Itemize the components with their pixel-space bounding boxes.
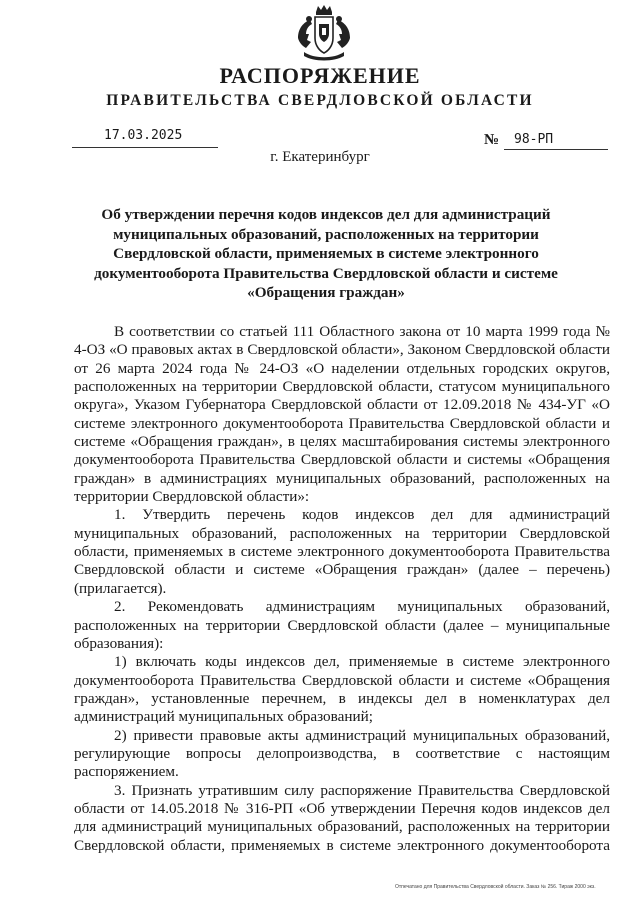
document-number: 98-РП (514, 132, 554, 147)
number-sign: № (484, 132, 500, 148)
item-2-2-paragraph: 2) привести правовые акты администраций муниципальных образований, регулирующие вопросы делопроизводства, в соответствие с настоящим распоряжением. (74, 726, 610, 781)
print-note: Отпечатано для Правительства Свердловской области. Заказ № 256. Тираж 2000 экз. (395, 884, 596, 890)
issuer-name: ПРАВИТЕЛЬСТВА СВЕРДЛОВСКОЙ ОБЛАСТИ (106, 92, 534, 109)
item-3-paragraph: 3. Признать утратившим силу распоряжение Правительства Свердловской области от 14.05.2018 № 316-РП «Об утверждении Перечня кодов индексов дел для администраций муниципальных образований, расположенных на территории Свердловской области, применяемых в системе электронного документооборота (74, 781, 610, 854)
date-underline (72, 147, 218, 148)
item-2-paragraph: 2. Рекомендовать администрациям муниципальных образований, расположенных на территории Свердловской области (далее – муниципальные образования): (74, 598, 610, 652)
item-2-1-paragraph: 1) включать коды индексов дел, применяемые в системе электронного документооборота Правительства Свердловской области и системе «Обращения граждан», установленные перечнем, в индексы дел в номенклатурах дел администраций муниципальных образований; (74, 653, 610, 726)
document-body (74, 323, 610, 855)
document-title: Об утверждении перечня кодов индексов дел для администраций муниципальных образований, расположенных на территории Свердловской области, применяемых в системе электронного документооборота Правительства Свердловской области и системе «Обращения граждан» (94, 206, 558, 301)
document-type-title: РАСПОРЯЖЕНИЕ (219, 63, 421, 88)
preamble-paragraph: В соответствии со статьей 111 Областного закона от 10 марта 1999 года № 4-ОЗ «О правовых актах в Свердловской области», Законом Свердловской области от 26 марта 2024 года № 24-ОЗ «О наделении отдельных городских округов, расположенных на территории Свердловской области, статусом муниципального округа», Указом Губернатора Свердловской области от 12.09.2018 № 434-УГ «О системе электронного документооборота Правительства Свердловской области и системе «Обращения граждан», в целях масштабирования системы электронного документооборота Правительства Свердловской области и системы «Обращения граждан» в администрациях муниципальных образований, расположенных на территории Свердловской области»: (74, 323, 610, 506)
coat-of-arms-icon (294, 4, 354, 62)
city: г. Екатеринбург (270, 149, 370, 165)
item-1-paragraph: 1. Утвердить перечень кодов индексов дел для администраций муниципальных образований, расположенных на территории Свердловской области, применяемых в системе электронного документооборота Правительства Свердловской области и системе «Обращения граждан» (далее – перечень) (прилагается). (74, 506, 610, 597)
document-date: 17.03.2025 (104, 128, 183, 143)
